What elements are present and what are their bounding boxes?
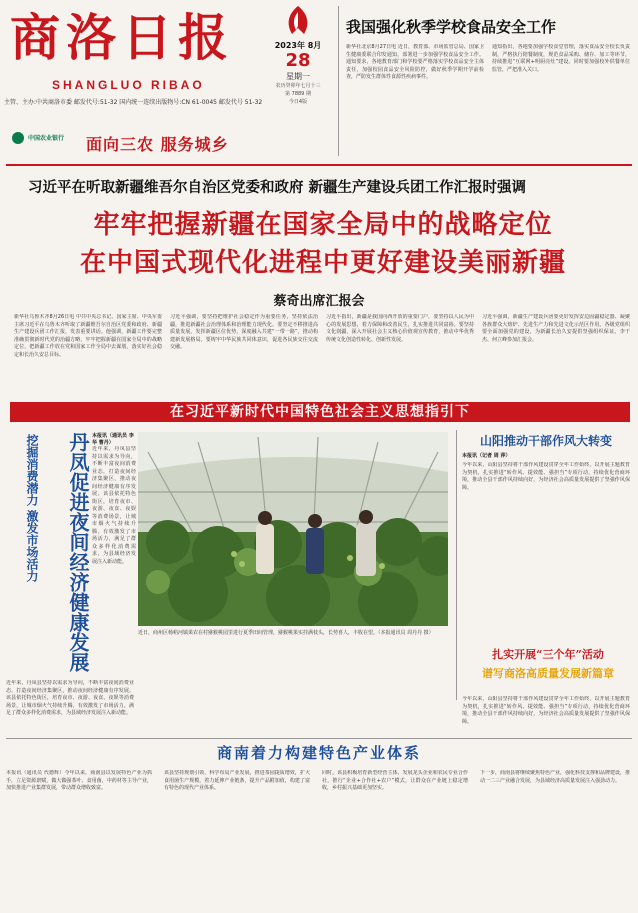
promo-line-2: 谱写商洛高质量发展新篇章 bbox=[482, 667, 614, 680]
top-headline-line1: 牢牢把握新疆在国家全局中的战略定位 bbox=[93, 210, 553, 240]
feature-vertical-title-sub: 挖掘消费潜力 激发市场活力 bbox=[25, 434, 39, 583]
news-photo bbox=[138, 432, 448, 626]
industry-column-4: 下一步，商南县将继续聚焦特色产业，强化科技支撑和品牌建设，推动一二三产业融合发展，为县域经济高质量发展注入强劲动力。 bbox=[480, 770, 630, 784]
right-column-divider bbox=[456, 430, 457, 700]
promo-box bbox=[464, 646, 632, 690]
top-column-1: 新华社乌鲁木齐8月26日电 中共中央总书记、国家主席、中央军委主席习近平在乌鲁木齐听取了新疆维吾尔自治区党委和政府、新疆生产建设兵团工作汇报，发表重要讲话。他强调，新疆工作要完整准确贯彻新时代党的治疆方略，牢牢把握新疆在国家全局中的战略定位，把新疆工作放在党和国家工作全局中去谋划，落实好社会稳定和长治久安总目标。 bbox=[14, 314, 162, 358]
date-day: 28 bbox=[285, 50, 311, 71]
date-box bbox=[264, 4, 332, 106]
masthead-title: 商洛日报 bbox=[10, 8, 234, 67]
industry-column-2: 该县坚持规划引领，科学布局产业发展，推进茶园提质增效，扩大食用菌生产规模，着力延伸产业链条，提升产品附加值，构建了富有特色的现代产业体系。 bbox=[164, 770, 310, 791]
masthead-info: 主管、主办:中共商洛市委 邮发代号:51-32 国内统一连续出版物号:CN 61-0045 邮发代号 51-32 bbox=[4, 99, 263, 106]
top-column-2: 习近平强调，要坚持把维护社会稳定作为重要任务，坚持依法治疆，推进新疆社会治理体系和治理能力现代化。要坚定不移推进高质量发展，发挥新疆区位优势，深度融入共建“一带一路”，推动构建新发展格局。要铸牢中华民族共同体意识，促进各民族交往交流交融。 bbox=[170, 314, 318, 350]
right-headline: 山阳推动干部作风大转变 bbox=[480, 434, 613, 448]
right-text-continued: 今年以来，山阳县坚持将干部作风建设贯穿全年工作始终，以开展主题教育为契机，扎实推进“转作风、提效能、强担当”专项行动，持续优化营商环境，推动全县干部作风持续向好，为经济社会高质量发展提供了坚强作风保障。 bbox=[462, 696, 630, 725]
promo-line-1: 扎实开展“三个年”活动 bbox=[492, 648, 604, 661]
issue-number: 第 7889 期 bbox=[285, 91, 311, 97]
top-column-3: 习近平指出，新疆是我国向西开放的重要门户，要坚持以人民为中心的发展思想，着力保障和改善民生，扎实推进共同富裕。要坚持文化润疆，深入开展社会主义核心价值观宣传教育，推动中华优秀传统文化创造性转化、创新性发展。 bbox=[326, 314, 474, 343]
industry-divider bbox=[6, 738, 632, 739]
bank-name: 中国农业银行 bbox=[28, 135, 65, 142]
top-subheadline: 习近平在听取新疆维吾尔自治区党委和政府 新疆生产建设兵团工作汇报时强调 bbox=[28, 179, 527, 196]
right-text: 今年以来，山阳县坚持将干部作风建设贯穿全年工作始终，以开展主题教育为契机，扎实推进“转作风、提效能、强担当”专项行动，持续优化营商环境，推动全县干部作风持续向好，为经济社会高质量发展提供了坚强作风保障。 bbox=[462, 462, 630, 491]
section-banner: 在习近平新时代中国特色社会主义思想指引下 bbox=[10, 402, 630, 422]
photo-caption: 近日，商州区杨峪河镇果农在村猕猴桃园里进行夏季田间管理，猕猴桃果实挂满枝头，长势喜人，丰收在望。（本报通讯员 周丹丹 摄） bbox=[138, 630, 434, 636]
date-year-month: 2023年 8月 bbox=[274, 41, 322, 50]
industry-column-1: 本报讯（通讯员 代德辉）今年以来，商南县以发展特色产业为抓手，立足资源禀赋，做大做强茶叶、食用菌、中药材等主导产业，加快推进产业集群发展，带动群众增收致富。 bbox=[6, 770, 152, 791]
date-weekday: 星期一 bbox=[286, 72, 310, 81]
feature-text: 近年来，丹凤县坚持以需求为导向，不断丰富夜间消费业态，打造夜间经济集聚区，推动夜间经济健康有序发展。该县依托特色街区，培育夜市、夜游、夜食、夜娱等消费场景，让城市烟火气持续升腾，有效激发了市场活力，满足了群众多样化消费需求，为县域经济发展注入新动能。 bbox=[92, 446, 136, 565]
greenhouse-photo bbox=[138, 432, 448, 626]
feature-vertical-title-main: 丹凤促进夜间经济健康发展 bbox=[66, 432, 90, 672]
lead-headline: 我国强化秋季学校食品安全工作 bbox=[346, 18, 557, 36]
top-headline-line2: 在中国式现代化进程中更好建设美丽新疆 bbox=[79, 248, 566, 278]
masthead-pinyin: SHANGLUO RIBAO bbox=[52, 78, 205, 92]
date-lunar: 农历癸卯年七月十三 bbox=[275, 83, 321, 89]
lead-column-2: 通知指出，各地要加强学校食堂管理，落实食品安全校长负责制，严格执行陪餐制度，规范食品采购、储存、加工等环节，持续推进“互联网+明厨亮灶”建设。同时要加强校外供餐单位监管，严把准入关口。 bbox=[492, 44, 630, 73]
masthead-rule bbox=[6, 164, 632, 166]
ad-slogan: 面向三农 服务城乡 bbox=[86, 135, 229, 154]
top-attendance: 蔡奇出席汇报会 bbox=[273, 294, 365, 309]
top-column-4: 习近平强调，新疆生产建设兵团要更好发挥安边固疆稳定器、凝聚各族群众大熔炉、先进生产力和先进文化示范区作用。各级党组织要全面加强党的建设，为新疆长治久安提供坚强组织保证。李干杰、何立峰参加汇报会。 bbox=[482, 314, 630, 343]
lead-column-1: 新华社北京8月27日电 近日，教育部、市场监管总局、国家卫生健康委联合印发通知，部署进一步加强学校食品安全工作。通知要求，各地教育部门和学校要严格落实学校食品安全主体责任，加强校园食品安全风险防控，做好秋季学期开学前检查，严防发生群体性食源性疾病事件。 bbox=[346, 44, 484, 80]
industry-headline: 商南着力构建特色产业体系 bbox=[216, 744, 421, 762]
bank-logo-icon bbox=[12, 132, 24, 144]
right-byline: 本报讯（记者 周 萍） bbox=[462, 453, 511, 459]
page-count: 今日4版 bbox=[288, 99, 308, 105]
masthead-divider bbox=[338, 6, 339, 156]
feature-byline: 本报讯（通讯员 李 华 曹丹） bbox=[92, 433, 134, 446]
feature-text-continued: 近年来，丹凤县坚持以需求为导向，不断丰富夜间消费业态，打造夜间经济集聚区，推动夜间经济健康有序发展。该县依托特色街区，培育夜市、夜游、夜食、夜娱等消费场景，让城市烟火气持续升腾，有效激发了市场活力，满足了群众多样化消费需求，为县域经济发展注入新动能。 bbox=[6, 680, 134, 716]
newspaper-emblem-icon bbox=[278, 4, 318, 36]
industry-column-3: 同时，该县积极培育新型经营主体，发展龙头企业和农民专业合作社，推行“企业+合作社+农户”模式，让群众在产业链上稳定增收，乡村振兴基础更加坚实。 bbox=[322, 770, 468, 791]
